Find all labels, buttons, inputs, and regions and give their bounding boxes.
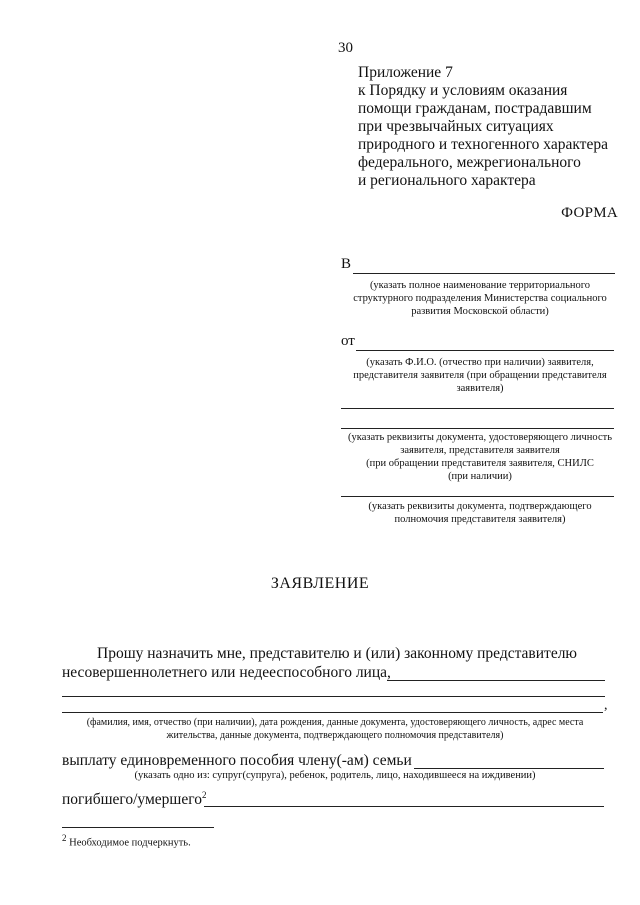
document-hint <box>330 431 630 483</box>
person-field-line-1[interactable] <box>62 696 605 697</box>
form-label: ФОРМА <box>561 205 618 221</box>
hint-line: структурного подразделения Министерства социального <box>353 293 607 304</box>
appendix-line: и регионального характера <box>358 172 536 189</box>
from-hint <box>330 356 630 395</box>
hint-line: (при обращении представителя заявителя, СНИЛС <box>366 458 594 469</box>
deceased-text: погибшего/умершего <box>62 791 202 809</box>
deceased-field-line[interactable] <box>204 806 604 807</box>
comma: , <box>604 698 608 713</box>
body-line-2: несовершеннолетнего или недееспособного лица, <box>62 664 391 681</box>
to-hint <box>330 279 630 318</box>
document-field-line-2[interactable] <box>341 428 614 429</box>
representative-field-line[interactable] <box>387 680 605 681</box>
hint-line: жительства, данные документа, подтверждающего полномочия представителя) <box>166 730 504 741</box>
family-hint: (указать одно из: супруг(супруга), ребенок, родитель, лицо, находившееся на иждивении) <box>134 770 536 781</box>
appendix-line: к Порядку и условиям оказания <box>358 82 568 99</box>
appendix-line: при чрезвычайных ситуациях <box>358 118 554 135</box>
footnote-ref: 2 <box>201 790 207 800</box>
payment-line: выплату единовременного пособия члену(-ам) семьи <box>62 752 412 769</box>
to-field-line[interactable] <box>353 273 615 274</box>
power-hint <box>330 500 630 526</box>
appendix-line: федерального, межрегионального <box>358 154 581 171</box>
deceased-label <box>62 790 206 809</box>
appendix-line: помощи гражданам, пострадавшим <box>358 100 592 117</box>
footnote-divider <box>62 827 214 828</box>
person-field-line-2[interactable] <box>62 712 603 713</box>
hint-line: (при наличии) <box>448 471 512 482</box>
from-field-line[interactable] <box>356 350 614 351</box>
appendix-line: природного и техногенного характера <box>358 136 608 153</box>
page-number: 30 <box>338 40 353 56</box>
person-hint <box>55 716 615 742</box>
footnote-text: Необходимое подчеркнуть. <box>66 837 191 849</box>
hint-line: полномочия представителя заявителя) <box>394 514 566 525</box>
hint-line: заявителя) <box>456 383 504 394</box>
to-prefix: В <box>341 256 352 272</box>
hint-line: развития Московской области) <box>411 306 549 317</box>
hint-line: заявителя, представителя заявителя <box>400 445 560 456</box>
document-field-line-1[interactable] <box>341 408 614 409</box>
hint-line: (фамилия, имя, отчество (при наличии), дата рождения, данные документа, удостоверяющего личность, адрес места <box>86 717 584 728</box>
footnote-mark: 2 <box>62 833 67 843</box>
hint-line: (указать полное наименование территориального <box>369 280 591 291</box>
appendix-line: Приложение 7 <box>358 64 453 81</box>
footnote <box>62 833 191 849</box>
hint-line: (указать реквизиты документа, подтверждающего <box>368 501 592 512</box>
body-line-1: Прошу назначить мне, представителю и (или) законному представителю <box>97 645 578 662</box>
hint-line: представителя заявителя (при обращении представителя <box>353 370 607 381</box>
power-field-line[interactable] <box>341 496 614 497</box>
document-title: ЗАЯВЛЕНИЕ <box>270 575 370 592</box>
appendix-header <box>358 64 608 190</box>
from-prefix: от <box>341 333 355 349</box>
hint-line: (указать Ф.И.О. (отчество при наличии) заявителя, <box>366 357 594 368</box>
hint-line: (указать реквизиты документа, удостоверяющего личность <box>348 432 612 443</box>
